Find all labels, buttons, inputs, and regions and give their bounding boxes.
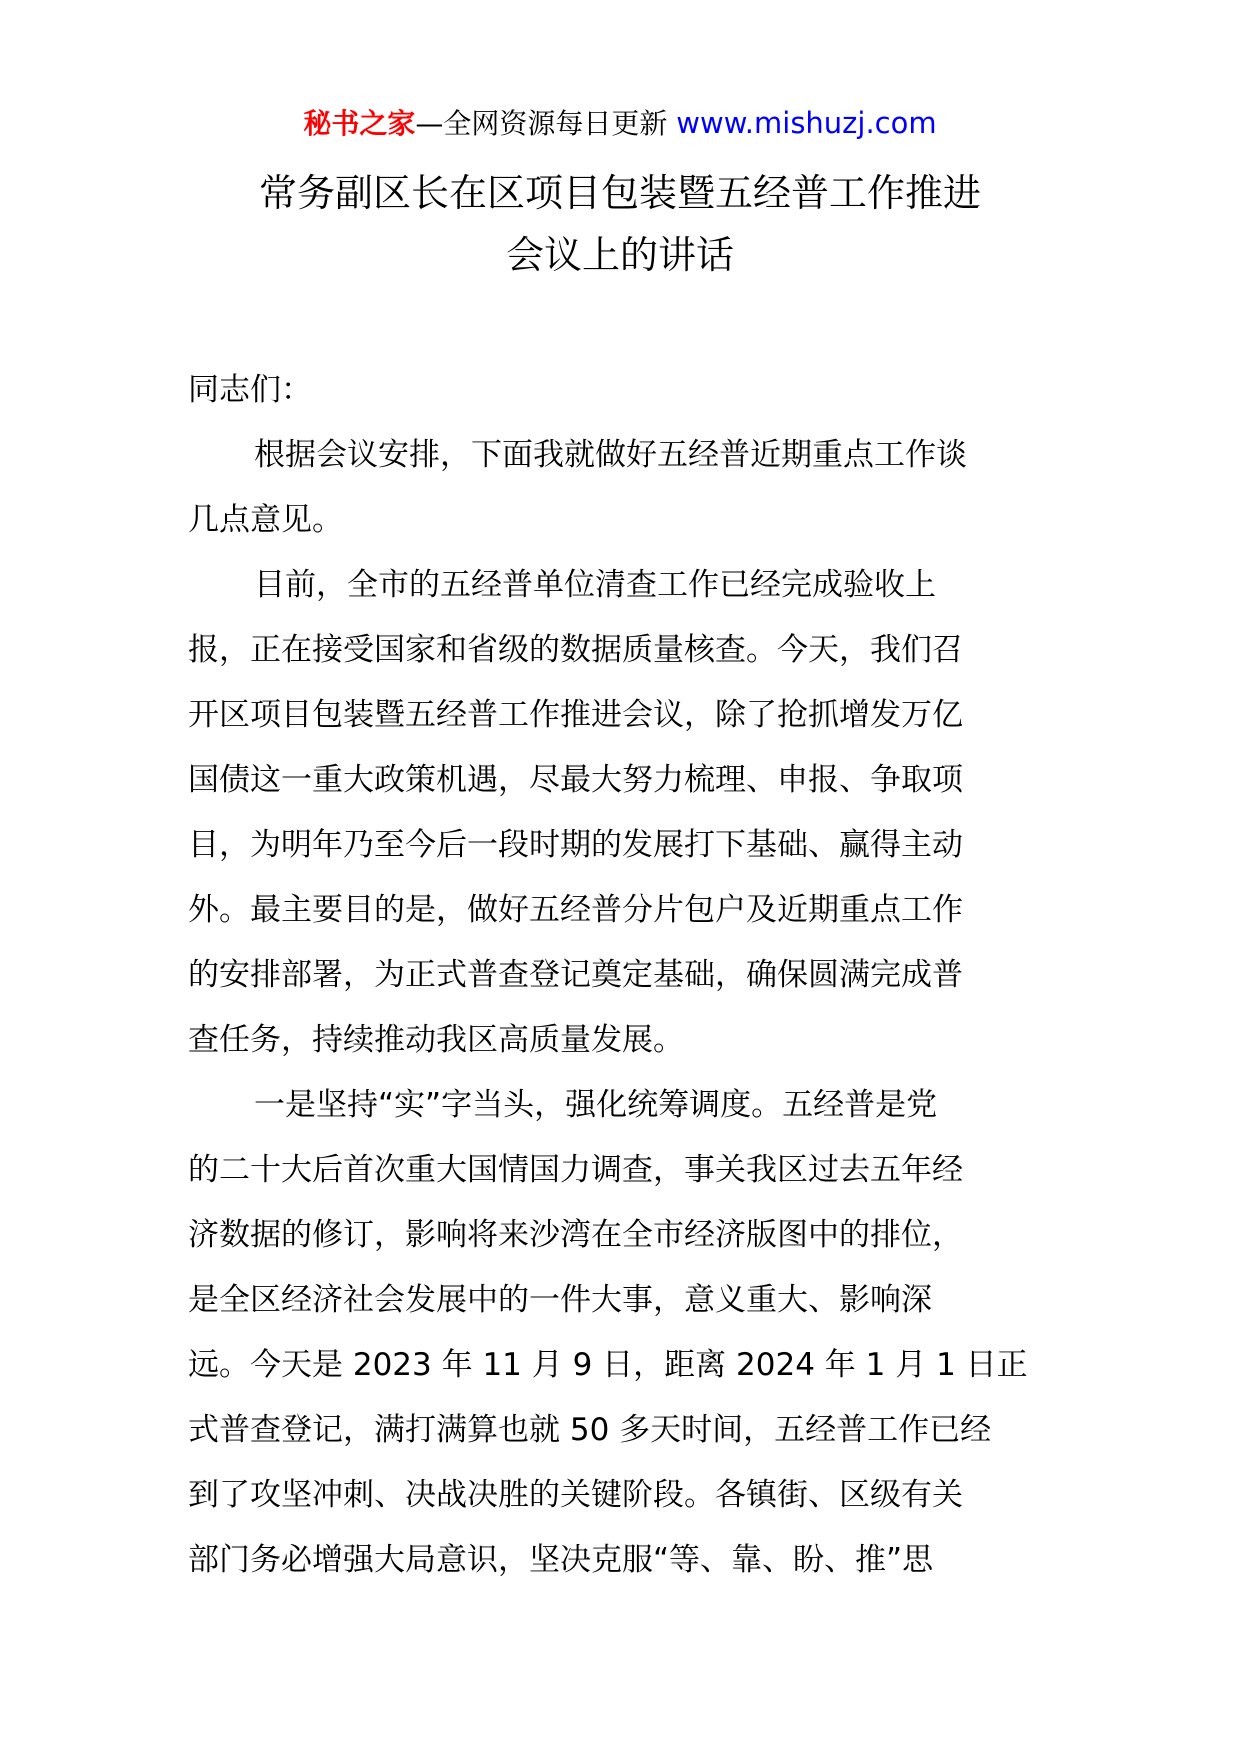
paragraph-line: 目，为明年乃至今后一段时期的发展打下基础、赢得主动 xyxy=(188,827,963,863)
paragraph-line: 式普查登记，满打满算也就 50 多天时间，五经普工作已经 xyxy=(188,1412,992,1448)
paragraph-line: 查任务，持续推动我区高质量发展。 xyxy=(188,1022,684,1058)
document-body xyxy=(188,358,1056,1593)
paragraph-line: 部门务必增强大局意识，坚决克服“等、靠、盼、推”思 xyxy=(188,1542,934,1578)
document-title xyxy=(0,162,1240,286)
paragraph-line: 开区项目包装暨五经普工作推进会议，除了抢抓增发万亿 xyxy=(188,697,963,733)
paragraph-line: 几点意见。 xyxy=(188,502,343,538)
paragraph-line: 目前，全市的五经普单位清查工作已经完成验收上 xyxy=(254,567,936,603)
site-url-link[interactable]: www.mishuzj.com xyxy=(676,106,937,140)
paragraph-line: 远。今天是 2023 年 11 月 9 日，距离 2024 年 1 月 1 日正 xyxy=(188,1347,1028,1383)
paragraph-line: 是全区经济社会发展中的一件大事，意义重大、影响深 xyxy=(188,1282,932,1318)
site-header xyxy=(0,100,1240,147)
brand-name: 秘书之家 xyxy=(303,107,416,140)
paragraph-line: 一是坚持“实”字当头，强化统筹调度。五经普是党 xyxy=(254,1087,938,1123)
paragraph-line: 济数据的修订，影响将来沙湾在全市经济版图中的排位， xyxy=(188,1217,963,1253)
paragraph-line: 的安排部署，为正式普查登记奠定基础，确保圆满完成普 xyxy=(188,957,963,993)
salutation: 同志们： xyxy=(188,372,312,408)
header-tagline: —全网资源每日更新 xyxy=(415,107,677,140)
paragraph-line: 外。最主要目的是，做好五经普分片包户及近期重点工作 xyxy=(188,892,963,928)
paragraph-line: 的二十大后首次重大国情国力调查，事关我区过去五年经 xyxy=(188,1152,963,1188)
title-line: 会议上的讲话 xyxy=(505,233,734,277)
paragraph-line: 国债这一重大政策机遇，尽最大努力梳理、申报、争取项 xyxy=(188,762,963,798)
paragraph-line: 根据会议安排，下面我就做好五经普近期重点工作谈 xyxy=(254,437,967,473)
paragraph-line: 到了攻坚冲刺、决战决胜的关键阶段。各镇街、区级有关 xyxy=(188,1477,963,1513)
title-line: 常务副区长在区项目包装暨五经普工作推进 xyxy=(258,171,981,215)
paragraph-line: 报，正在接受国家和省级的数据质量核查。今天，我们召 xyxy=(188,632,963,668)
